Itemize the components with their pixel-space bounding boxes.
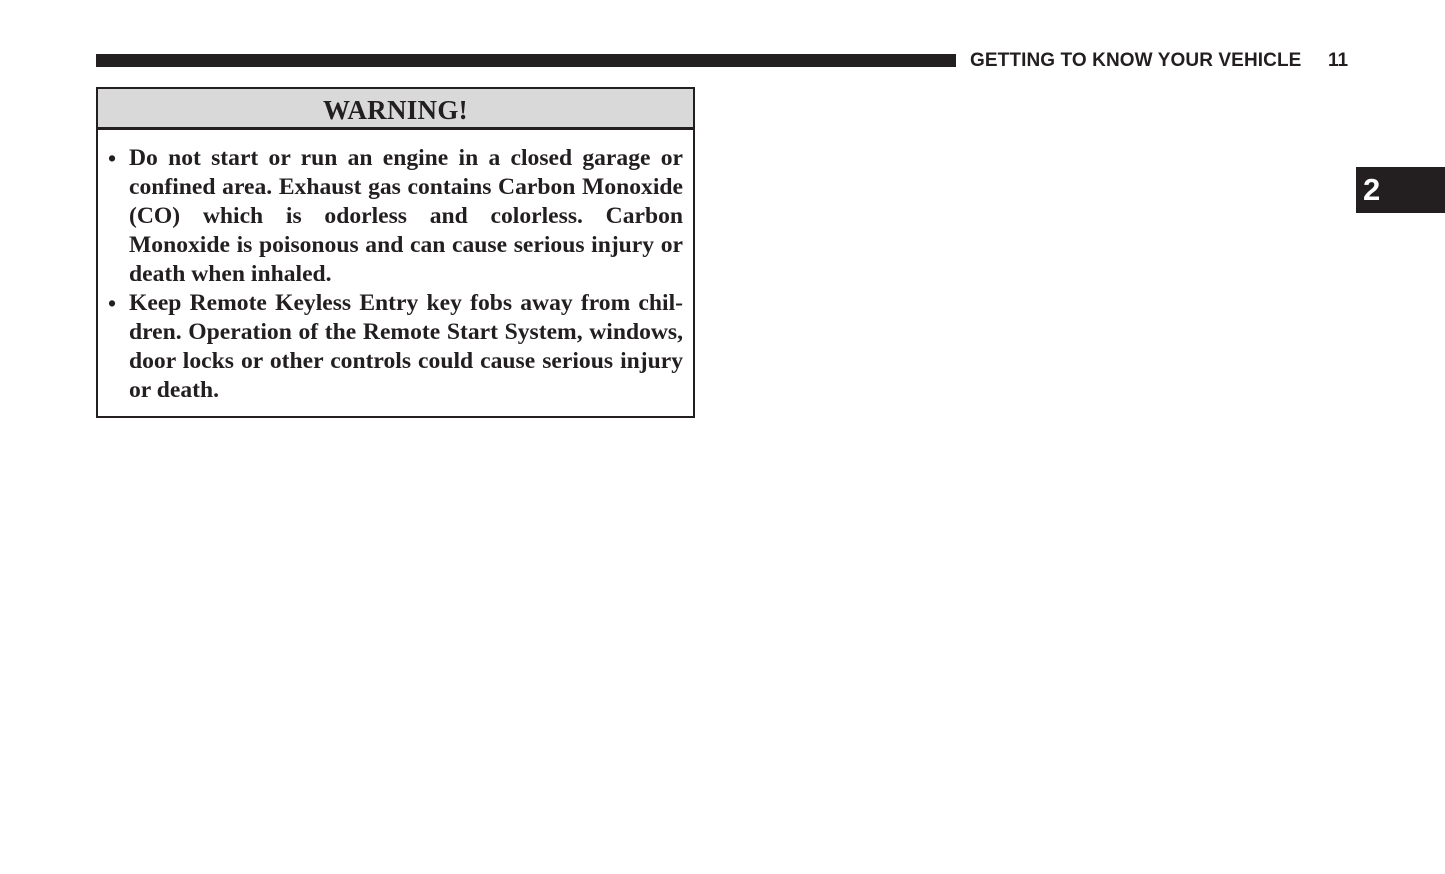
warning-item (108, 144, 683, 289)
bullet-icon: • (108, 146, 117, 171)
page-number: 11 (1328, 50, 1349, 71)
chapter-tab (1356, 167, 1445, 213)
warning-box (96, 87, 695, 418)
chapter-tab-label: 2 (1363, 172, 1381, 207)
bullet-icon: • (108, 291, 117, 316)
warning-title: WARNING! (98, 89, 693, 130)
warning-item-text: Do not start or run an engine in a closed garage or confined area. Exhaust gas contains Carbon Monoxide (CO) which is odorless and colorless. Carbon Monoxide is poisonous and can cause serious injury or death when inhaled. (129, 145, 683, 287)
warning-item (108, 289, 683, 405)
warning-list (98, 130, 693, 405)
header-rule (96, 54, 956, 67)
section-title: GETTING TO KNOW YOUR VEHICLE (970, 50, 1302, 71)
warning-item-text: Keep Remote Keyless Entry key fobs away from children. Operation of the Remote Start System, windows, door locks or other controls could cause serious injury or death. (129, 290, 683, 403)
